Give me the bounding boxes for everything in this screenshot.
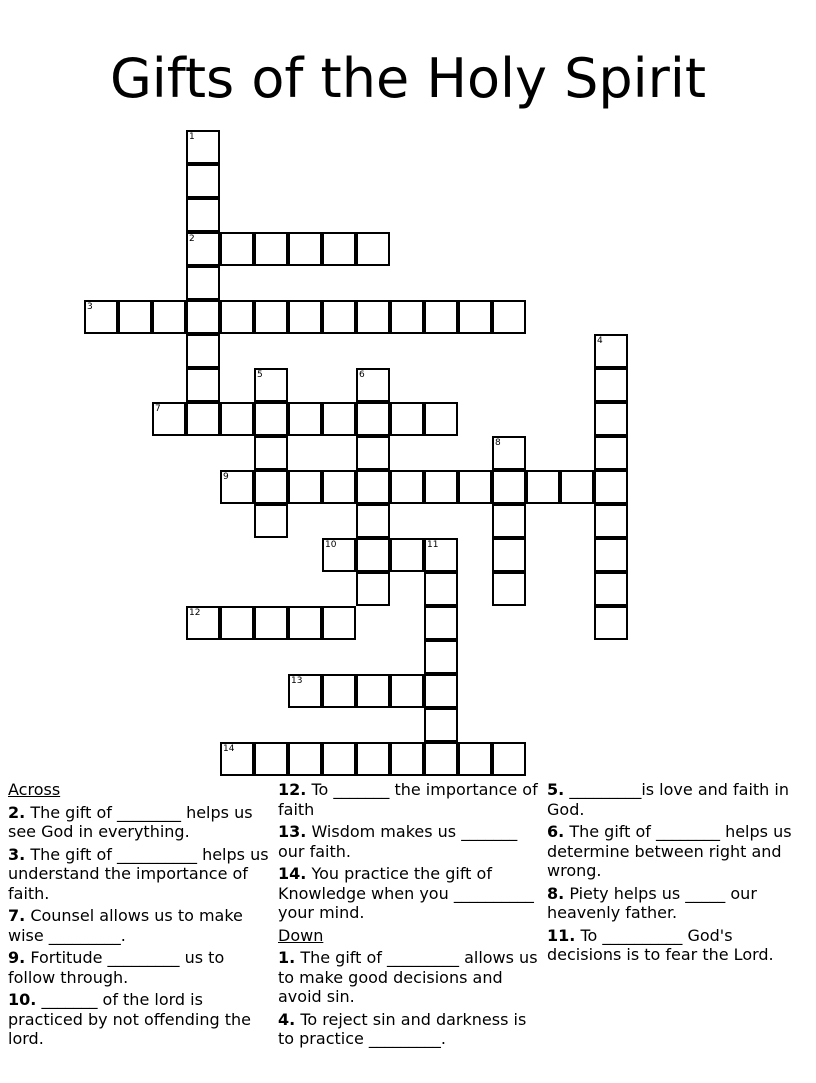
down-clue xyxy=(547,822,809,881)
grid-cell[interactable] xyxy=(594,606,628,640)
grid-cell[interactable] xyxy=(424,674,458,708)
grid-cell[interactable] xyxy=(288,674,322,708)
grid-cell[interactable] xyxy=(254,742,288,776)
down-clue xyxy=(278,948,540,1007)
grid-cell[interactable] xyxy=(356,674,390,708)
grid-cell[interactable] xyxy=(390,402,424,436)
across-clue xyxy=(278,864,540,923)
clue-text: The gift of __________ helps us understand the importance of faith. xyxy=(8,844,269,903)
clue-text: To _______ the importance of faith xyxy=(278,780,538,819)
grid-cell[interactable] xyxy=(424,538,458,572)
cell-number: 10 xyxy=(325,540,337,550)
grid-cell[interactable] xyxy=(254,232,288,266)
across-clue xyxy=(278,822,540,861)
grid-cell[interactable] xyxy=(424,572,458,606)
grid-cell[interactable] xyxy=(322,606,356,640)
clue-text: The gift of ________ helps us determine between right and wrong. xyxy=(547,822,792,880)
across-clue xyxy=(8,845,270,904)
down-clue xyxy=(547,884,809,923)
across-clue xyxy=(8,948,270,987)
grid-cell[interactable] xyxy=(322,300,356,334)
clues-column-1 xyxy=(8,780,270,1052)
clue-text: _______ of the lord is practiced by not offending the lord. xyxy=(8,990,251,1048)
grid-cell[interactable] xyxy=(84,300,118,334)
grid-cell[interactable] xyxy=(254,436,288,470)
grid-cell[interactable] xyxy=(254,402,288,436)
grid-cell[interactable] xyxy=(492,504,526,538)
clue-number: 3. xyxy=(8,844,26,864)
grid-cell[interactable] xyxy=(356,368,390,402)
cell-number: 5 xyxy=(257,370,263,380)
grid-cell[interactable] xyxy=(356,232,390,266)
grid-cell[interactable] xyxy=(594,436,628,470)
grid-cell[interactable] xyxy=(356,504,390,538)
grid-cell[interactable] xyxy=(594,504,628,538)
grid-cell[interactable] xyxy=(322,232,356,266)
grid-cell[interactable] xyxy=(288,402,322,436)
clue-number: 9. xyxy=(8,948,26,967)
cell-number: 4 xyxy=(597,336,603,346)
across-clue xyxy=(8,906,270,945)
across-clue xyxy=(278,780,540,819)
grid-cell[interactable] xyxy=(424,640,458,674)
grid-cell[interactable] xyxy=(458,300,492,334)
clue-number: 7. xyxy=(8,906,26,925)
grid-cell[interactable] xyxy=(424,300,458,334)
grid-cell[interactable] xyxy=(186,130,220,164)
grid-cell[interactable] xyxy=(220,300,254,334)
grid-cell[interactable] xyxy=(458,470,492,504)
grid-cell[interactable] xyxy=(492,742,526,776)
grid-cell[interactable] xyxy=(492,538,526,572)
clue-number: 2. xyxy=(8,802,26,822)
grid-cell[interactable] xyxy=(322,402,356,436)
grid-cell[interactable] xyxy=(356,436,390,470)
clue-number: 8. xyxy=(547,883,565,903)
grid-cell[interactable] xyxy=(186,232,220,266)
clues-column-2 xyxy=(278,780,540,1052)
grid-cell[interactable] xyxy=(152,402,186,436)
grid-cell[interactable] xyxy=(492,572,526,606)
cell-number: 6 xyxy=(359,370,365,380)
grid-cell[interactable] xyxy=(356,402,390,436)
grid-cell[interactable] xyxy=(288,232,322,266)
clues-column-3 xyxy=(547,780,809,968)
grid-cell[interactable] xyxy=(424,606,458,640)
clue-text: The gift of ________ helps us see God in everything. xyxy=(8,802,253,841)
grid-cell[interactable] xyxy=(594,402,628,436)
clue-text: Wisdom makes us _______ our faith. xyxy=(278,822,518,861)
grid-cell[interactable] xyxy=(186,164,220,198)
clue-number: 14. xyxy=(278,864,307,883)
grid-cell[interactable] xyxy=(424,402,458,436)
across-clue xyxy=(8,990,270,1049)
grid-cell[interactable] xyxy=(390,300,424,334)
clue-number: 1. xyxy=(278,948,296,967)
cell-number: 12 xyxy=(189,608,201,618)
clue-number: 13. xyxy=(278,822,307,841)
grid-cell[interactable] xyxy=(152,300,186,334)
clue-number: 6. xyxy=(547,822,565,841)
grid-cell[interactable] xyxy=(254,470,288,504)
clue-text: You practice the gift of Knowledge when you __________ your mind. xyxy=(278,864,534,922)
grid-cell[interactable] xyxy=(424,708,458,742)
grid-cell[interactable] xyxy=(424,470,458,504)
grid-cell[interactable] xyxy=(220,742,254,776)
grid-cell[interactable] xyxy=(220,402,254,436)
grid-cell[interactable] xyxy=(390,742,424,776)
clue-text: Fortitude _________ us to follow through. xyxy=(8,948,225,987)
clue-number: 11. xyxy=(547,925,576,945)
clue-text: Piety helps us _____ our heavenly father. xyxy=(547,883,757,922)
cell-number: 8 xyxy=(495,438,501,448)
grid-cell[interactable] xyxy=(356,538,390,572)
cell-number: 1 xyxy=(189,132,195,142)
grid-cell[interactable] xyxy=(186,198,220,232)
down-clue xyxy=(278,1010,540,1049)
grid-cell[interactable] xyxy=(254,368,288,402)
grid-cell[interactable] xyxy=(186,402,220,436)
grid-cell[interactable] xyxy=(288,606,322,640)
grid-cell[interactable] xyxy=(594,368,628,402)
grid-cell[interactable] xyxy=(322,742,356,776)
cell-number: 13 xyxy=(291,676,303,686)
cell-number: 9 xyxy=(223,472,229,482)
grid-cell[interactable] xyxy=(390,674,424,708)
grid-cell[interactable] xyxy=(186,334,220,368)
grid-cell[interactable] xyxy=(254,504,288,538)
grid-cell[interactable] xyxy=(492,436,526,470)
puzzle-title: Gifts of the Holy Spirit xyxy=(109,47,707,110)
down-clue xyxy=(547,780,809,819)
clue-text: To __________ God's decisions is to fear the Lord. xyxy=(547,925,774,964)
grid-cell[interactable] xyxy=(220,606,254,640)
grid-cell[interactable] xyxy=(356,572,390,606)
cell-number: 11 xyxy=(427,540,439,550)
across-clue xyxy=(8,803,270,842)
clue-number: 10. xyxy=(8,990,37,1009)
cell-number: 7 xyxy=(155,404,161,414)
grid-cell[interactable] xyxy=(254,300,288,334)
grid-cell[interactable] xyxy=(186,300,220,334)
grid-cell[interactable] xyxy=(356,470,390,504)
down-clue xyxy=(547,926,809,965)
grid-cell[interactable] xyxy=(492,300,526,334)
grid-cell[interactable] xyxy=(220,232,254,266)
grid-cell[interactable] xyxy=(322,674,356,708)
cell-number: 3 xyxy=(87,302,93,312)
grid-cell[interactable] xyxy=(594,470,628,504)
grid-cell[interactable] xyxy=(186,606,220,640)
grid-cell[interactable] xyxy=(220,470,254,504)
across-header: Across xyxy=(8,780,61,799)
grid-cell[interactable] xyxy=(186,266,220,300)
grid-cell[interactable] xyxy=(560,470,594,504)
grid-cell[interactable] xyxy=(186,368,220,402)
grid-cell[interactable] xyxy=(288,470,322,504)
clue-text: The gift of _________ allows us to make good decisions and avoid sin. xyxy=(278,948,538,1006)
clue-number: 4. xyxy=(278,1009,296,1029)
clue-text: _________is love and faith in God. xyxy=(547,780,789,819)
grid-cell[interactable] xyxy=(424,742,458,776)
grid-cell[interactable] xyxy=(390,470,424,504)
grid-cell[interactable] xyxy=(322,538,356,572)
grid-cell[interactable] xyxy=(254,606,288,640)
grid-cell[interactable] xyxy=(594,572,628,606)
grid-cell[interactable] xyxy=(492,470,526,504)
grid-cell[interactable] xyxy=(594,538,628,572)
grid-cell[interactable] xyxy=(288,742,322,776)
grid-cell[interactable] xyxy=(118,300,152,334)
down-header: Down xyxy=(278,925,324,945)
grid-cell[interactable] xyxy=(526,470,560,504)
grid-cell[interactable] xyxy=(356,300,390,334)
grid-cell[interactable] xyxy=(322,470,356,504)
clue-number: 5. xyxy=(547,780,565,799)
grid-cell[interactable] xyxy=(356,742,390,776)
grid-cell[interactable] xyxy=(594,334,628,368)
grid-cell[interactable] xyxy=(288,300,322,334)
grid-cell[interactable] xyxy=(458,742,492,776)
clue-text: Counsel allows us to make wise _________. xyxy=(8,906,243,945)
grid-cell[interactable] xyxy=(390,538,424,572)
cell-number: 14 xyxy=(223,744,235,754)
cell-number: 2 xyxy=(189,234,195,244)
clue-text: To reject sin and darkness is to practice _________. xyxy=(278,1009,527,1048)
clue-number: 12. xyxy=(278,780,307,799)
